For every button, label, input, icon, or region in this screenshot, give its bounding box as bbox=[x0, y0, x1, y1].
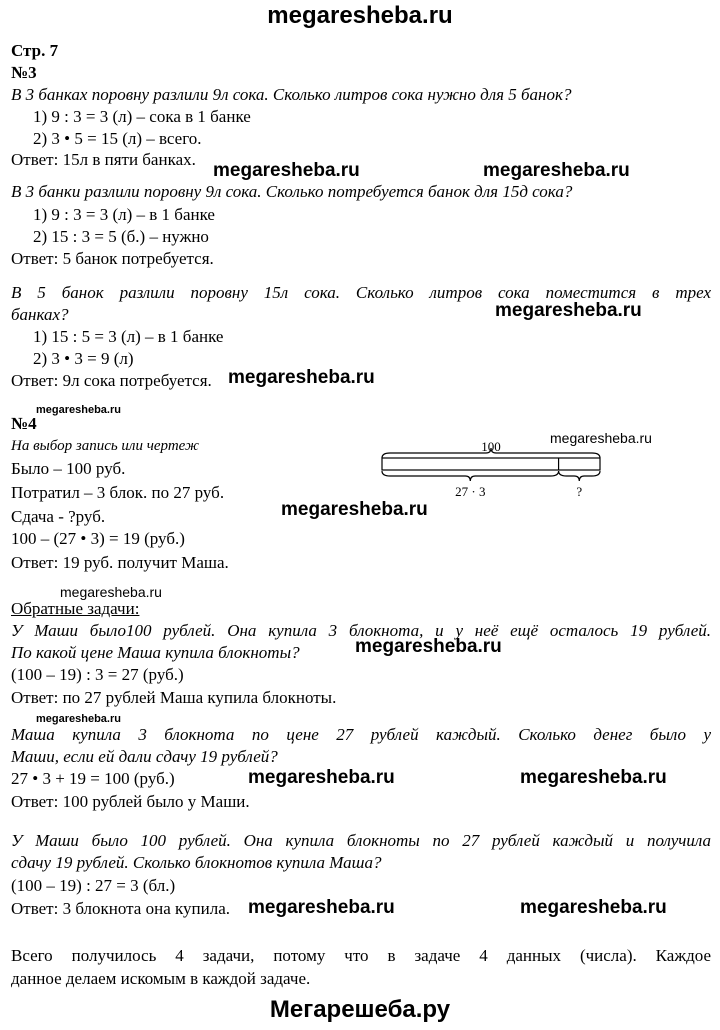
task3-p1-question: В 3 банках поровну разлили 9л сока. Сколько литров сока нужно для 5 банок? bbox=[11, 85, 572, 104]
task3-number: №3 bbox=[11, 63, 37, 82]
part2-label: ? bbox=[576, 484, 583, 499]
inv3-solution: (100 – 19) : 27 = 3 (бл.) bbox=[11, 876, 176, 895]
watermark: megaresheba.ru bbox=[495, 300, 642, 321]
conclusion-line2: данное делаем искомым в каждой задаче. bbox=[11, 969, 311, 988]
watermark: megaresheba.ru bbox=[248, 767, 395, 788]
total-label: 100 bbox=[481, 439, 501, 454]
task4-answer: Ответ: 19 руб. получит Маша. bbox=[11, 553, 229, 572]
part1-label: 27 · 3 bbox=[455, 484, 486, 499]
watermark-medium: megaresheba.ru bbox=[550, 430, 652, 446]
task4-given-3: Сдача - ?руб. bbox=[11, 507, 106, 526]
task4-number: №4 bbox=[11, 414, 37, 433]
inv1-line2: По какой цене Маша купила блокноты? bbox=[11, 643, 300, 662]
watermark: megaresheba.ru bbox=[355, 636, 502, 657]
task3-p1-step1: 1) 9 : 3 = 3 (л) – сока в 1 банке bbox=[33, 107, 251, 126]
inv3-line1: У Маши было 100 рублей. Она купила блокноты по 27 рублей каждый и получила bbox=[11, 831, 711, 850]
site-footer[interactable]: Мегарешеба.ру bbox=[269, 996, 451, 1023]
task3-p3-answer: Ответ: 9л сока потребуется. bbox=[11, 371, 212, 390]
watermark: megaresheba.ru bbox=[483, 160, 630, 181]
site-header[interactable]: megaresheba.ru bbox=[267, 2, 453, 29]
watermark-small: megaresheba.ru bbox=[36, 404, 121, 416]
task3-p1-answer: Ответ: 15л в пяти банках. bbox=[11, 150, 196, 169]
task3-p3-question-line1: В 5 банок разлили поровну 15л сока. Сколько литров сока поместится в трех bbox=[11, 283, 711, 302]
task4-solution: 100 – (27 • 3) = 19 (руб.) bbox=[11, 529, 185, 548]
page-label: Стр. 7 bbox=[11, 41, 59, 60]
task3-p2-answer: Ответ: 5 банок потребуется. bbox=[11, 249, 214, 268]
inv2-line2: Маши, если ей дали сдачу 19 рублей? bbox=[11, 747, 278, 766]
segment-bar bbox=[382, 458, 600, 470]
watermark: megaresheba.ru bbox=[281, 499, 428, 520]
watermark: megaresheba.ru bbox=[248, 897, 395, 918]
task3-p3-step2: 2) 3 • 3 = 9 (л) bbox=[33, 349, 134, 368]
task3-p3-question-line2: банках? bbox=[11, 305, 69, 324]
task3-p2-step2: 2) 15 : 3 = 5 (б.) – нужно bbox=[33, 227, 209, 246]
inv1-line1: У Маши было100 рублей. Она купила 3 блокнота, и у неё ещё осталось 19 рублей. bbox=[11, 621, 711, 640]
inverse-title: Обратные задачи: bbox=[11, 599, 140, 618]
watermark-small: megaresheba.ru bbox=[36, 713, 121, 725]
task4-given-2: Потратил – 3 блок. по 27 руб. bbox=[11, 483, 225, 502]
task4-note: На выбор запись или чертеж bbox=[11, 438, 199, 454]
task3-p2-step1: 1) 9 : 3 = 3 (л) – в 1 банке bbox=[33, 205, 215, 224]
watermark: megaresheba.ru bbox=[520, 767, 667, 788]
task3-p2-question: В 3 банки разлили поровну 9л сока. Сколько потребуется банок для 15д сока? bbox=[11, 182, 573, 201]
part1-brace bbox=[382, 471, 559, 481]
inv2-line1: Маша купила 3 блокнота по цене 27 рублей каждый. Сколько денег было у bbox=[11, 725, 711, 744]
inv2-solution: 27 • 3 + 19 = 100 (руб.) bbox=[11, 769, 175, 788]
watermark-medium: megaresheba.ru bbox=[60, 584, 162, 600]
inv2-answer: Ответ: 100 рублей было у Маши. bbox=[11, 792, 250, 811]
inv1-answer: Ответ: по 27 рублей Маша купила блокноты. bbox=[11, 688, 337, 707]
watermark: megaresheba.ru bbox=[520, 897, 667, 918]
task4-given-1: Было – 100 руб. bbox=[11, 459, 126, 478]
watermark: megaresheba.ru bbox=[228, 367, 375, 388]
inv1-solution: (100 – 19) : 3 = 27 (руб.) bbox=[11, 665, 184, 684]
part2-brace bbox=[559, 471, 600, 481]
task3-p1-step2: 2) 3 • 5 = 15 (л) – всего. bbox=[33, 129, 202, 148]
task3-p3-step1: 1) 15 : 5 = 3 (л) – в 1 банке bbox=[33, 327, 224, 346]
inv3-answer: Ответ: 3 блокнота она купила. bbox=[11, 899, 230, 918]
watermark: megaresheba.ru bbox=[213, 160, 360, 181]
conclusion-line1: Всего получилось 4 задачи, потому что в задаче 4 данных (числа). Каждое bbox=[11, 946, 711, 965]
inv3-line2: сдачу 19 рублей. Сколько блокнотов купила Маша? bbox=[11, 853, 382, 872]
segment-diagram bbox=[378, 436, 608, 506]
